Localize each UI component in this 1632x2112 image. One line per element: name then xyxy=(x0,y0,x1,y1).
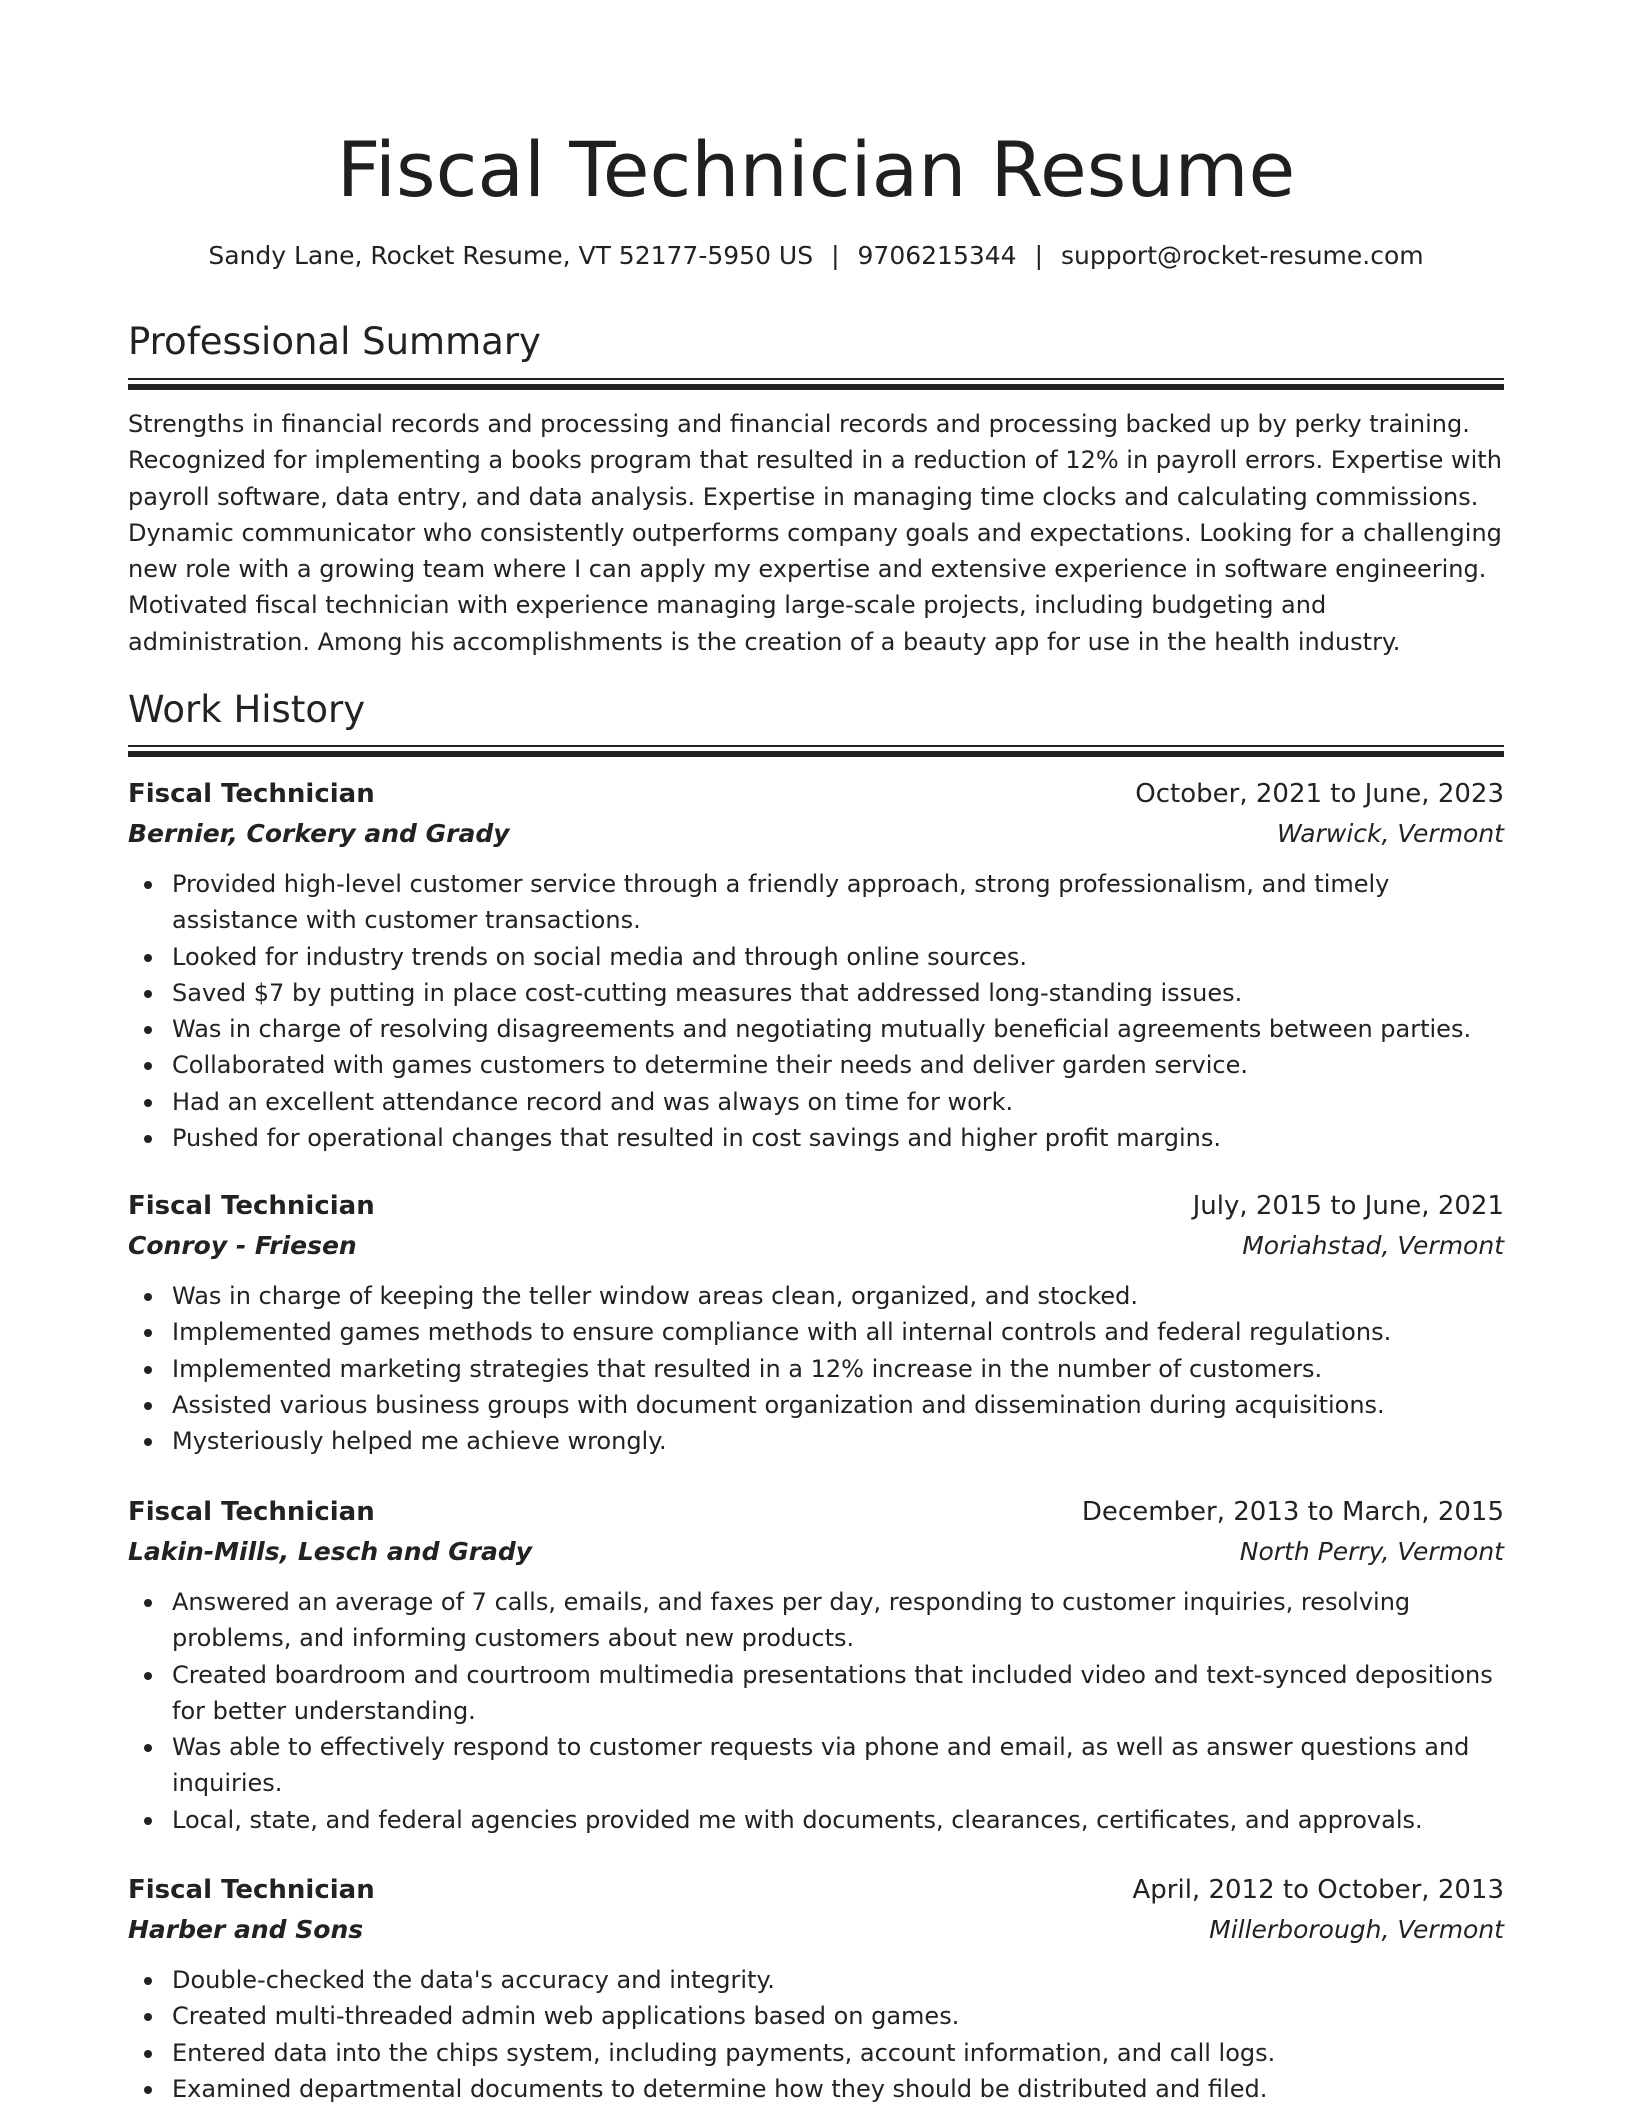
bullet-item: Implemented games methods to ensure compliance with all internal controls and federal regulations. xyxy=(128,1314,1504,1350)
job-header-row xyxy=(128,774,1504,814)
bullet-item: Implemented marketing strategies that resulted in a 12% increase in the number of customers. xyxy=(128,1351,1504,1387)
job-location: Moriahstad, Vermont xyxy=(1242,1231,1504,1260)
bullet-item: Had an excellent attendance record and was always on time for work. xyxy=(128,1084,1504,1120)
bullet-item: Was in charge of keeping the teller window areas clean, organized, and stocked. xyxy=(128,1278,1504,1314)
job-company: Harber and Sons xyxy=(128,1915,364,1944)
bullet-item: Provided high-level customer service through a friendly approach, strong professionalism, and timely assistance with customer transactions. xyxy=(128,866,1504,939)
contact-separator: | xyxy=(831,241,840,270)
job-location: North Perry, Vermont xyxy=(1239,1537,1504,1566)
job-title: Fiscal Technician xyxy=(128,779,375,809)
bullet-item: Was in charge of resolving disagreements and negotiating mutually beneficial agreements between parties. xyxy=(128,1011,1504,1047)
job-dates: October, 2021 to June, 2023 xyxy=(1135,779,1504,809)
summary-text: Strengths in financial records and processing and financial records and processing backed up by perky training. Recognized for implementing a books program that resulted in a reduction of 12% in payroll errors. Expertise with payroll software, data entry, and data analysis. Expertise in managing time clocks and calculating commissions. Dynamic communicator who consistently outperforms company goals and expectations. Looking for a challenging new role with a growing team where I can apply my expertise and extensive experience in software engineering. Motivated fiscal technician with experience managing large-scale projects, including budgeting and administration. Among his accomplishments is the creation of a beauty app for use in the health industry. xyxy=(128,410,1502,656)
bullet-item: Answered an average of 7 calls, emails, and faxes per day, responding to customer inquiries, resolving problems, and informing customers about new products. xyxy=(128,1584,1504,1657)
bullet-item: Entered data into the chips system, including payments, account information, and call logs. xyxy=(128,2035,1504,2071)
job-company: Bernier, Corkery and Grady xyxy=(128,819,510,848)
bullet-item: Double-checked the data's accuracy and integrity. xyxy=(128,1962,1504,1998)
job-bullets xyxy=(128,1584,1504,1838)
resume-title: Fiscal Technician Resume xyxy=(336,125,1296,214)
contact-address: Sandy Lane, Rocket Resume, VT 52177-5950 US xyxy=(208,241,814,270)
section-divider xyxy=(128,745,1504,757)
job-company-row xyxy=(128,1910,1504,1950)
job-company-row xyxy=(128,1226,1504,1266)
bullet-item: Mysteriously helped me achieve wrongly. xyxy=(128,1423,1504,1459)
bullet-item: Local, state, and federal agencies provided me with documents, clearances, certificates, and approvals. xyxy=(128,1802,1504,1838)
contact-email: support@rocket-resume.com xyxy=(1061,241,1424,270)
job-dates: April, 2012 to October, 2013 xyxy=(1132,1875,1504,1905)
job-title: Fiscal Technician xyxy=(128,1497,375,1527)
job-location: Millerborough, Vermont xyxy=(1209,1915,1504,1944)
job-header-row xyxy=(128,1186,1504,1226)
job-dates: December, 2013 to March, 2015 xyxy=(1081,1497,1504,1527)
job-company: Conroy - Friesen xyxy=(128,1231,357,1260)
job-entry xyxy=(128,774,1504,1156)
bullet-item: Examined departmental documents to determine how they should be distributed and filed. xyxy=(128,2071,1504,2107)
bullet-item: Pushed for operational changes that resulted in cost savings and higher profit margins. xyxy=(128,1120,1504,1156)
section-divider xyxy=(128,378,1504,390)
job-dates: July, 2015 to June, 2021 xyxy=(1192,1191,1504,1221)
bullet-item: Looked for industry trends on social media and through online sources. xyxy=(128,939,1504,975)
summary-heading: Professional Summary xyxy=(128,320,541,363)
contact-separator: | xyxy=(1034,241,1044,270)
job-company-row xyxy=(128,814,1504,854)
contact-line xyxy=(128,238,1504,274)
bullet-item: Collaborated with games customers to determine their needs and deliver garden service. xyxy=(128,1047,1504,1083)
job-bullets xyxy=(128,1962,1504,2107)
job-title: Fiscal Technician xyxy=(128,1191,375,1221)
job-header-row xyxy=(128,1492,1504,1532)
job-bullets xyxy=(128,866,1504,1156)
bullet-item: Was able to effectively respond to customer requests via phone and email, as well as answer questions and inquiries. xyxy=(128,1729,1504,1802)
job-location: Warwick, Vermont xyxy=(1276,819,1504,848)
contact-phone: 9706215344 xyxy=(857,241,1017,270)
job-company-row xyxy=(128,1532,1504,1572)
job-entry xyxy=(128,1492,1504,1838)
job-title: Fiscal Technician xyxy=(128,1875,375,1905)
job-header-row xyxy=(128,1870,1504,1910)
bullet-item: Assisted various business groups with document organization and dissemination during acquisitions. xyxy=(128,1387,1504,1423)
bullet-item: Created multi-threaded admin web applications based on games. xyxy=(128,1998,1504,2034)
job-entry xyxy=(128,1186,1504,1459)
bullet-item: Created boardroom and courtroom multimedia presentations that included video and text-synced depositions for better understanding. xyxy=(128,1657,1504,1730)
bullet-item: Saved $7 by putting in place cost-cutting measures that addressed long-standing issues. xyxy=(128,975,1504,1011)
job-company: Lakin-Mills, Lesch and Grady xyxy=(128,1537,533,1566)
job-bullets xyxy=(128,1278,1504,1459)
job-entry xyxy=(128,1870,1504,2107)
work-history-heading: Work History xyxy=(128,688,366,731)
